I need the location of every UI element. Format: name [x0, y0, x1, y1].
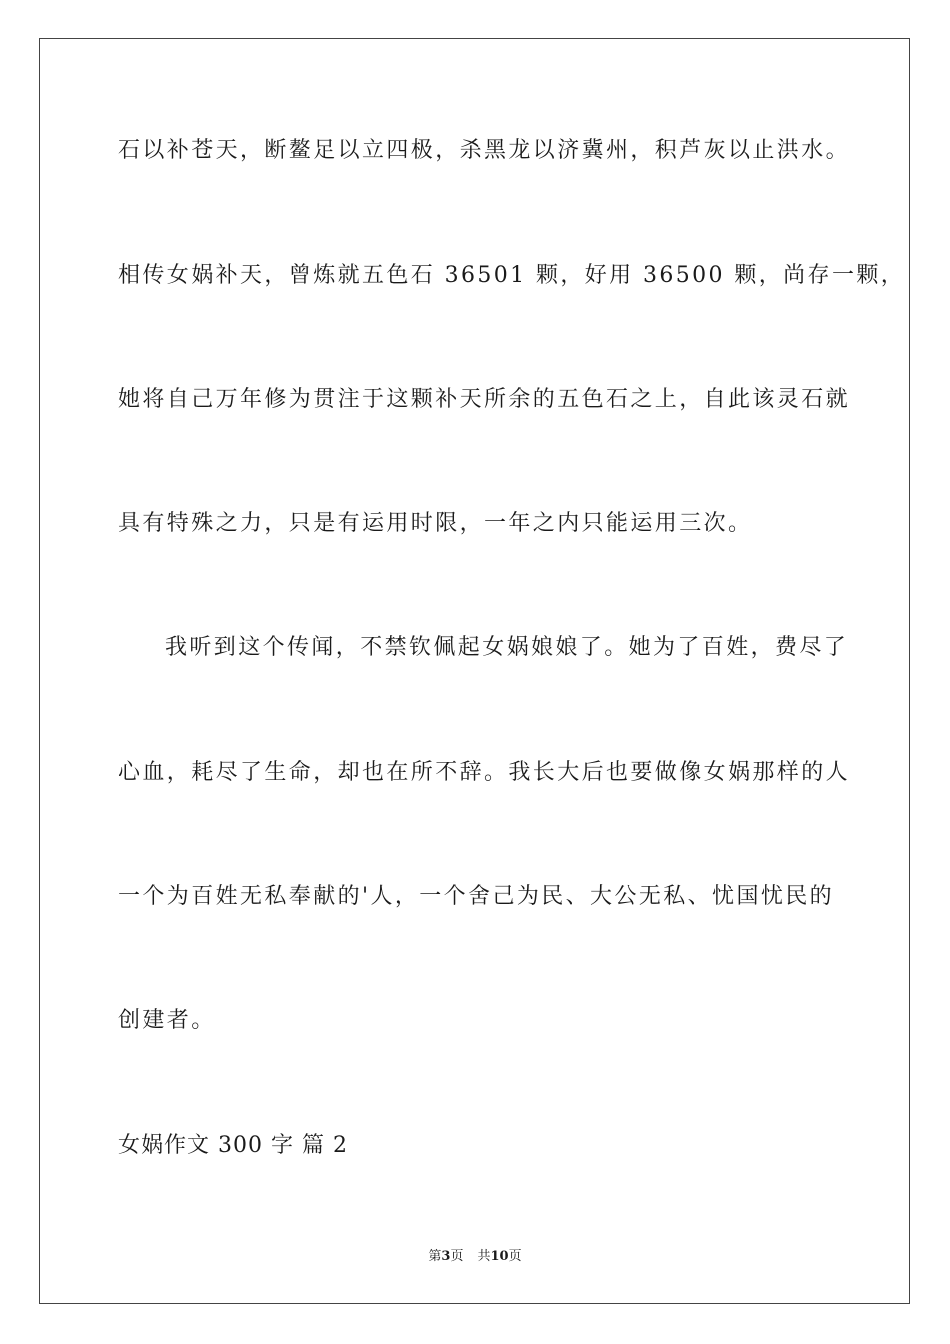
body-line-3: 她将自己万年修为贯注于这颗补天所余的五色石之上，自此该灵石就	[118, 387, 851, 412]
body-line-7: 一个为百姓无私奉献的'人，一个舍己为民、大公无私、忧国忧民的	[118, 884, 835, 909]
total-suffix: 页	[508, 1249, 522, 1264]
body-line-8: 创建者。	[118, 1008, 216, 1033]
total-prefix: 共	[477, 1249, 491, 1264]
section-heading: 女娲作文 300 字 篇 2	[118, 1133, 348, 1158]
body-line-5-paragraph-start: 我听到这个传闻，不禁钦佩起女娲娘娘了。她为了百姓，费尽了	[165, 635, 849, 660]
page-footer	[0, 1248, 950, 1266]
page-current-number: 3	[441, 1249, 451, 1264]
body-line-6: 心血，耗尽了生命，却也在所不辞。我长大后也要做像女娲那样的人	[118, 760, 851, 785]
body-line-1: 石以补苍天，断鳌足以立四极，杀黑龙以济冀州，积芦灰以止洪水。	[118, 138, 851, 163]
page-prefix: 第	[428, 1249, 442, 1264]
page-suffix: 页	[450, 1249, 464, 1264]
body-line-4: 具有特殊之力，只是有运用时限，一年之内只能运用三次。	[118, 511, 753, 536]
body-line-2: 相传女娲补天，曾炼就五色石 36501 颗，好用 36500 颗，尚存一颗，	[118, 263, 906, 288]
page-border	[39, 38, 910, 1304]
page-total-number: 10	[490, 1249, 509, 1264]
